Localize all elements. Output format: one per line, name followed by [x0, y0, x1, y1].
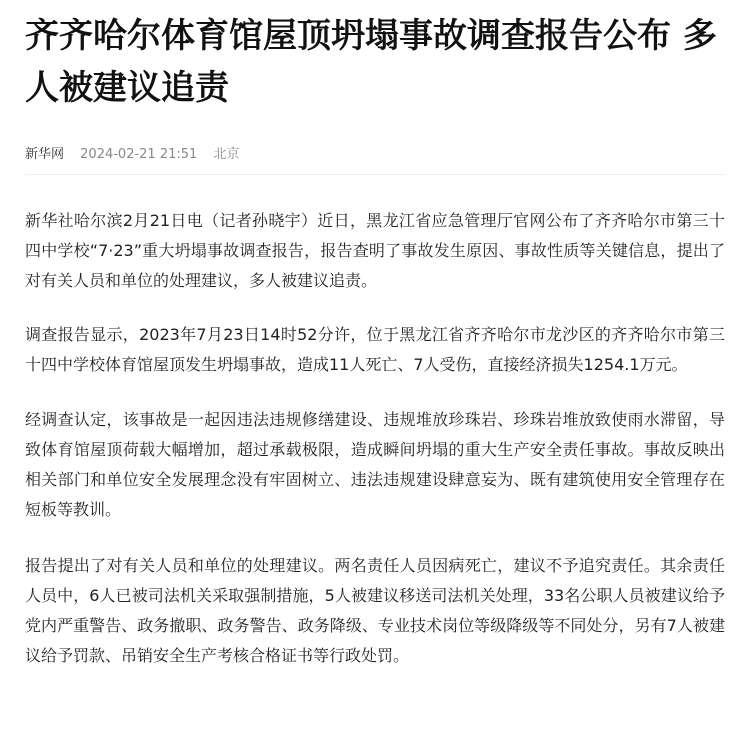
- meta-divider: [25, 174, 725, 175]
- paragraph-4: 报告提出了对有关人员和单位的处理建议。两名责任人员因病死亡，建议不予追究责任。其余责任人员中，6人已被司法机关采取强制措施，5人被建议移送司法机关处理，33名公职人员被建议给予党内严重警告、政务撤职、政务警告、政务降级、专业技术岗位等级降级等不同处分，另有7人被建议给予罚款、吊销安全生产考核合格证书等行政处罚。: [25, 556, 725, 665]
- publish-location: 北京: [213, 147, 240, 162]
- paragraph-2: 调查报告显示，2023年7月23日14时52分许，位于黑龙江省齐齐哈尔市龙沙区的齐齐哈尔市第三十四中学校体育馆屋顶发生坍塌事故，造成11人死亡、7人受伤，直接经济损失1254.1万元。: [25, 325, 725, 374]
- paragraph-3: 经调查认定，该事故是一起因违法违规修缮建设、违规堆放珍珠岩、珍珠岩堆放致使雨水滞留，导致体育馆屋顶荷载大幅增加，超过承载极限，造成瞬间坍塌的重大生产安全责任事故。事故反映出相关部门和单位安全发展理念没有牢固树立、违法违规建设肆意妄为、既有建筑使用安全管理存在短板等教训。: [25, 410, 725, 519]
- source-name[interactable]: 新华网: [25, 147, 65, 162]
- publish-datetime: 2024-02-21 21:51: [80, 147, 198, 162]
- paragraph-1: 新华社哈尔滨2月21日电（记者孙晓宇）近日，黑龙江省应急管理厅官网公布了齐齐哈尔市第三十四中学校“7·23”重大坍塌事故调查报告，报告查明了事故发生原因、事故性质等关键信息，提出了对有关人员和单位的处理建议，多人被建议追责。: [25, 211, 725, 290]
- article: [25, 10, 725, 671]
- article-title: 齐齐哈尔体育馆屋顶坍塌事故调查报告公布 多人被建议追责: [25, 16, 717, 108]
- article-meta: [25, 144, 725, 166]
